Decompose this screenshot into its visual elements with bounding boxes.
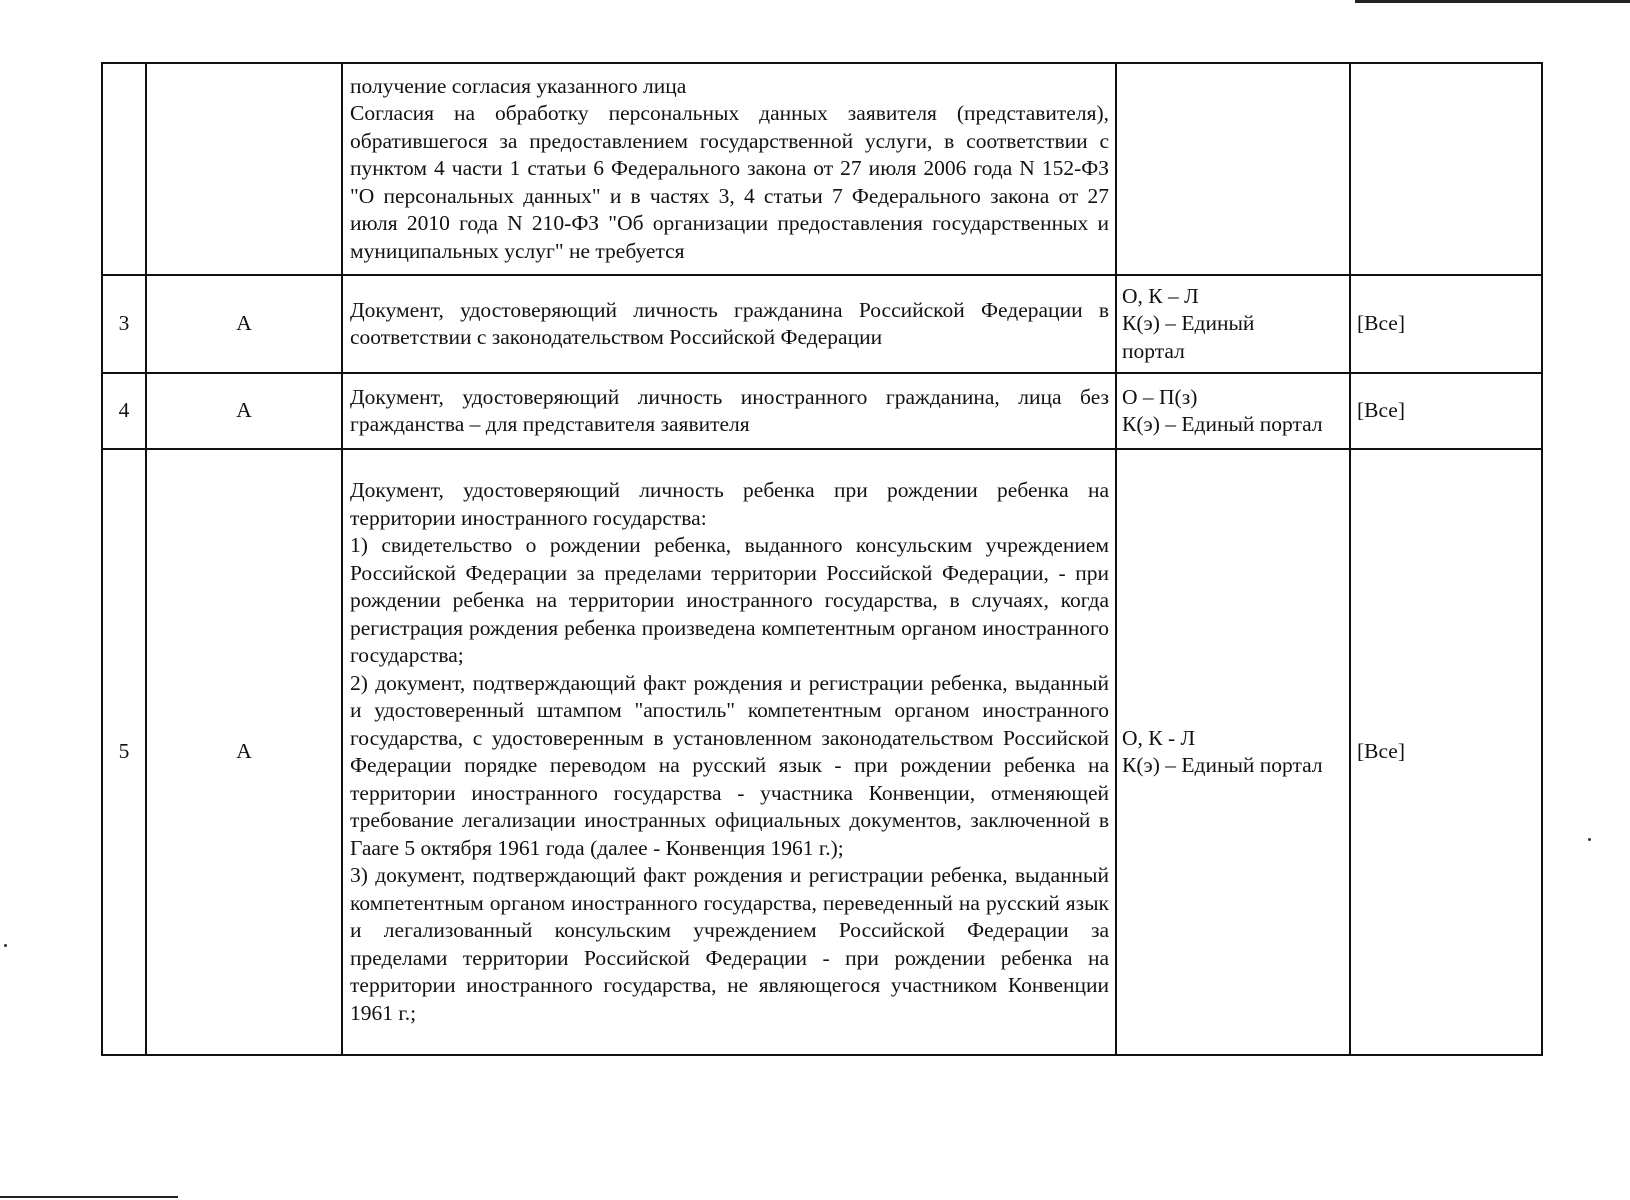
description-paragraph: Документ, удостоверяющий личность иностранного гражданина, лица без гражданства – для представителя заявителя — [350, 384, 1109, 436]
scan-edge-bottom-rule — [0, 1196, 178, 1198]
row-scope-cell — [1350, 63, 1542, 275]
table-row-5 — [102, 449, 1542, 1055]
row-form-cell — [1116, 449, 1350, 1055]
row-description-cell — [342, 373, 1116, 449]
description-paragraph: 1) свидетельство о рождении ребенка, выданного консульским учреждением Российской Федерации за пределами территории Российской Федерации, - при рождении ребенка на территории иностранного государства, в случаях, когда регистрация рождения ребенка произведена компетентным органом иностранного государства; — [350, 533, 1109, 667]
row-scope-cell: [Все] — [1350, 449, 1542, 1055]
row-description-cell — [342, 275, 1116, 373]
row-number-cell — [102, 63, 146, 275]
form-line: О, К - Л — [1122, 725, 1196, 750]
table-row-3 — [102, 275, 1542, 373]
row-description-cell — [342, 449, 1116, 1055]
form-line: К(э) – Единый портал — [1122, 412, 1323, 436]
table-row-continuation — [102, 63, 1542, 275]
description-paragraph: Согласия на обработку персональных данных заявителя (представителя), обратившегося за предоставлением государственной услуги, в соответствии с пунктом 4 части 1 статьи 6 Федерального закона от 27 июля 2006 года N 152-ФЗ "О персональных данных" и в частях 3, 4 статьи 7 Федерального закона от 27 июля 2010 года N 210-ФЗ "Об организации предоставления государственных и муниципальных услуг" не требуется — [350, 101, 1109, 263]
row-form-cell — [1116, 373, 1350, 449]
description-paragraph: 2) документ, подтверждающий факт рождения и регистрации ребенка, выданный и удостоверенный штампом "апостиль" компетентным органом иностранного государства, с удостоверенным в установленном законодательством Российской Федерации порядке переводом на русский язык - при рождении ребенка на территории иностранного государства - участника Конвенции, отменяющей требование легализации иностранных официальных документов, заключенной в Гааге 5 октября 1961 года (далее - Конвенция 1961 г.); — [350, 670, 1109, 860]
row-form-cell — [1116, 275, 1350, 373]
scan-speck — [4, 944, 7, 947]
row-number-cell: 4 — [102, 373, 146, 449]
row-number-cell: 5 — [102, 449, 146, 1055]
description-paragraph: получение согласия указанного лица — [350, 73, 687, 98]
description-paragraph: 3) документ, подтверждающий факт рождения и регистрации ребенка, выданный компетентным органом иностранного государства, переведенный на русский язык и легализованный консульским учреждением Российской Федерации за пределами территории Российской Федерации - при рождении ребенка на территории иностранного государства, не являющегося участником Конвенции 1961 г.; — [350, 863, 1109, 1025]
row-number-cell: 3 — [102, 275, 146, 373]
row-description-cell — [342, 63, 1116, 275]
scan-speck — [1588, 838, 1591, 841]
row-type-cell — [146, 63, 342, 275]
row-type-cell: А — [146, 449, 342, 1055]
form-line: О, К – Л — [1122, 283, 1199, 308]
scan-edge-top-rule — [1355, 0, 1630, 3]
table-row-4 — [102, 373, 1542, 449]
description-paragraph: Документ, удостоверяющий личность гражданина Российской Федерации в соответствии с законодательством Российской Федерации — [350, 297, 1109, 349]
row-type-cell: А — [146, 373, 342, 449]
documents-table — [101, 62, 1543, 1056]
description-paragraph: Документ, удостоверяющий личность ребенка при рождении ребенка на территории иностранного государства: — [350, 478, 1109, 530]
row-type-cell: А — [146, 275, 342, 373]
form-line: К(э) – Единый портал — [1122, 311, 1255, 363]
form-line: К(э) – Единый портал — [1122, 753, 1323, 777]
form-line: О – П(з) — [1122, 384, 1198, 409]
row-scope-cell: [Все] — [1350, 275, 1542, 373]
row-scope-cell: [Все] — [1350, 373, 1542, 449]
row-form-cell — [1116, 63, 1350, 275]
